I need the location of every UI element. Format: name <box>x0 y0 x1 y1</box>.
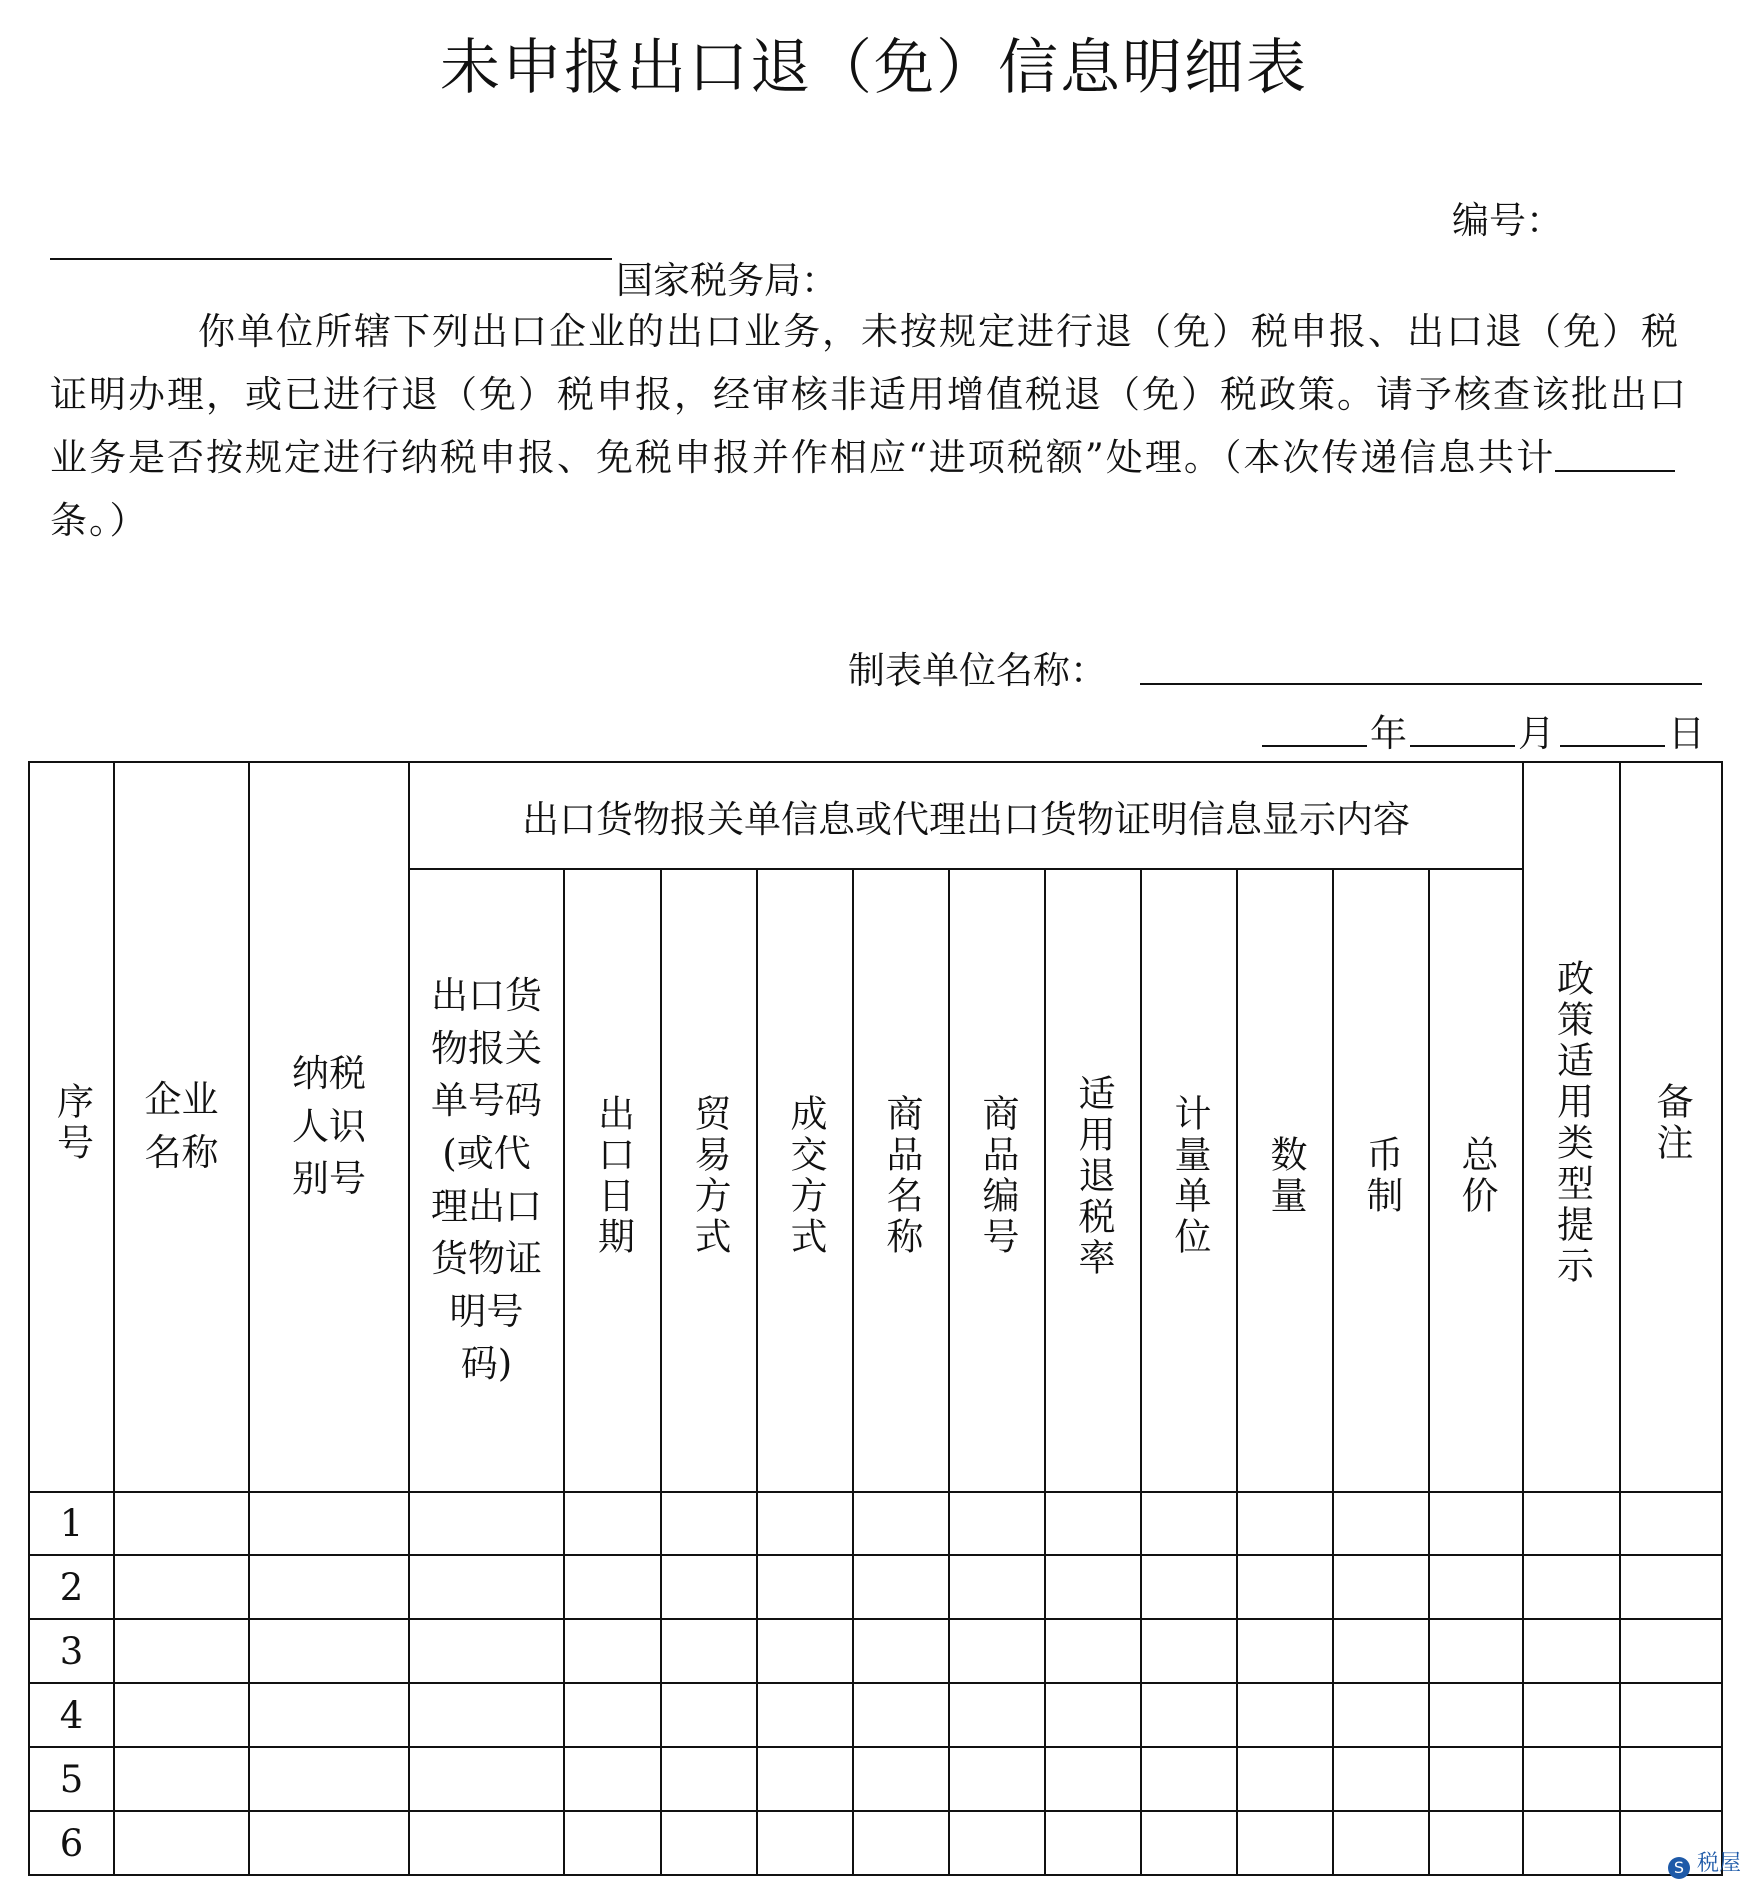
bureau-blank-line <box>50 258 612 260</box>
header-deal-mode: 成交方式 <box>757 869 853 1492</box>
row-number: 6 <box>29 1811 114 1875</box>
header-declaration: 出口货物报关单号码(或代理出口货物证明号码) <box>409 869 564 1492</box>
header-refund-rate: 适用退税率 <box>1045 869 1141 1492</box>
header-remark: 备注 <box>1620 762 1722 1492</box>
row-number: 5 <box>29 1747 114 1811</box>
maker-label: 制表单位名称： <box>848 649 1107 692</box>
row-number: 2 <box>29 1555 114 1619</box>
number-label: 编号： <box>1452 199 1563 242</box>
table-row <box>29 1555 1722 1619</box>
header-export-date: 出口日期 <box>564 869 661 1492</box>
header-goods-code: 商品编号 <box>949 869 1045 1492</box>
day-label: 日 <box>1668 712 1705 755</box>
maker-blank-line <box>1140 683 1702 685</box>
year-label: 年 <box>1370 712 1407 755</box>
notice-paragraph <box>50 300 1700 552</box>
header-quantity: 数量 <box>1237 869 1333 1492</box>
row-number: 3 <box>29 1619 114 1683</box>
row-number: 4 <box>29 1683 114 1747</box>
month-blank-line <box>1410 745 1515 747</box>
row-number: 1 <box>29 1492 114 1555</box>
header-seq: 序号 <box>29 762 114 1492</box>
header-taxid: 纳税人识别号 <box>249 762 409 1492</box>
watermark-logo: S 税屋 <box>1668 1846 1741 1879</box>
bureau-label: 国家税务局： <box>616 259 838 302</box>
table-row <box>29 1683 1722 1747</box>
table-row <box>29 1492 1722 1555</box>
header-policy: 政策适用类型提示 <box>1523 762 1620 1492</box>
document-title: 未申报出口退（免）信息明细表 <box>440 33 1308 103</box>
month-label: 月 <box>1518 712 1555 755</box>
count-blank <box>1555 440 1675 472</box>
day-blank-line <box>1560 745 1665 747</box>
header-goods-name: 商品名称 <box>853 869 949 1492</box>
header-total: 总价 <box>1429 869 1523 1492</box>
detail-table <box>28 761 1723 1876</box>
notice-text-end: 条。） <box>50 499 149 542</box>
logo-icon: S <box>1668 1857 1690 1879</box>
header-group: 出口货物报关单信息或代理出口货物证明信息显示内容 <box>409 762 1523 869</box>
header-unit: 计量单位 <box>1141 869 1237 1492</box>
year-blank-line <box>1262 745 1367 747</box>
notice-text: 你单位所辖下列出口企业的出口业务，未按规定进行退（免）税申报、出口退（免）税证明办理，或已进行退（免）税申报，经审核非适用增值税退（免）税政策。请予核查该批出口业务是否按规定进行纳税申报、免税申报并作相应“进项税额”处理。（本次传递信息共计 <box>50 310 1688 479</box>
table-row <box>29 1811 1722 1875</box>
header-trade-mode: 贸易方式 <box>661 869 757 1492</box>
header-company: 企业名称 <box>114 762 249 1492</box>
table-row <box>29 1619 1722 1683</box>
table-row <box>29 1747 1722 1811</box>
header-currency: 币制 <box>1333 869 1429 1492</box>
table-header-row-1 <box>29 762 1722 869</box>
